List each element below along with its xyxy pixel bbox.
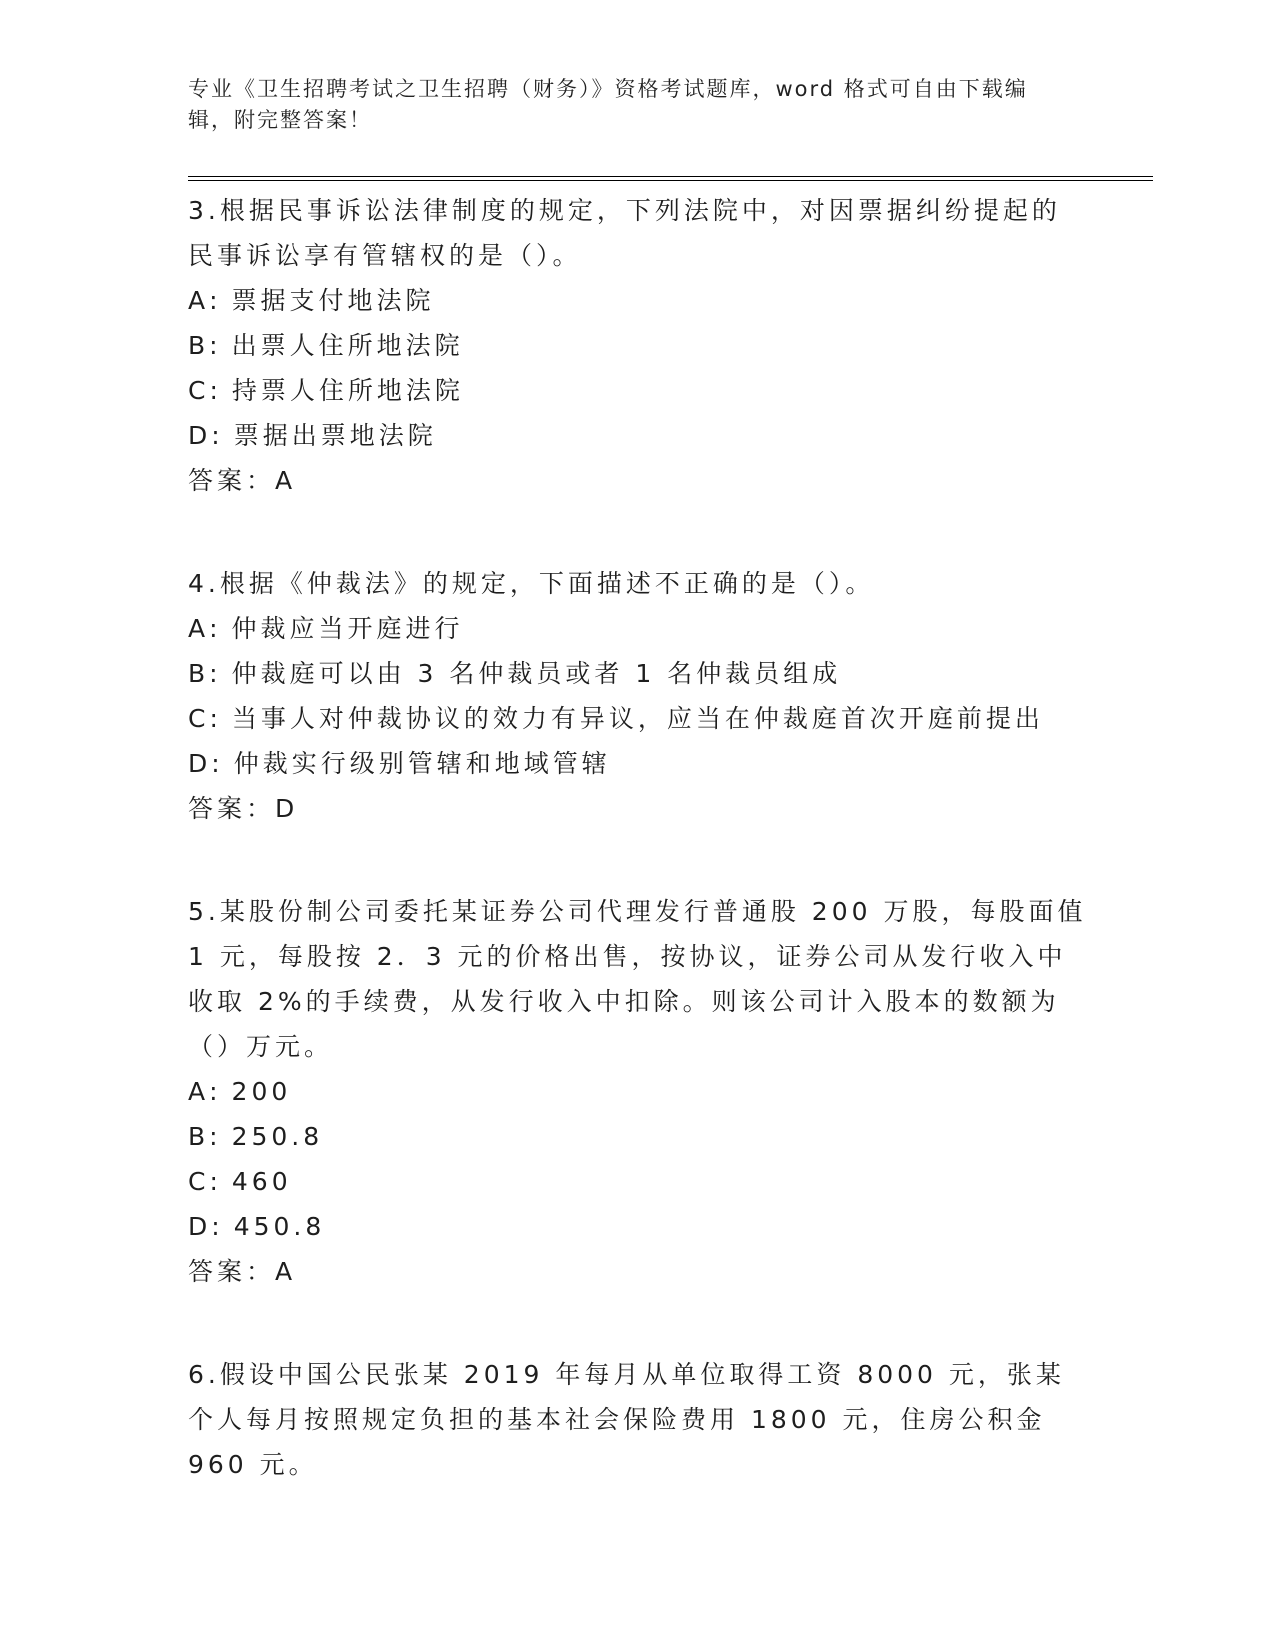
- option-letter: C: [188, 376, 210, 405]
- option-letter: B: [188, 331, 210, 360]
- option-letter: C: [188, 704, 210, 733]
- option-letter: D: [188, 421, 212, 450]
- header-divider-top: [188, 176, 1153, 177]
- option-c: C: 当事人对仲裁协议的效力有异议，应当在仲裁庭首次开庭前提出: [188, 696, 1088, 741]
- question-text: 4.根据《仲裁法》的规定，下面描述不正确的是（）。: [188, 569, 875, 598]
- answer-label: 答案：: [188, 794, 276, 823]
- document-header: 专业《卫生招聘考试之卫生招聘（财务）》资格考试题库，word 格式可自由下载编辑，附完整答案！: [188, 77, 1028, 132]
- option-letter: D: [188, 1212, 212, 1241]
- option-a: A: 票据支付地法院: [188, 278, 1088, 323]
- option-text: 出票人住所地法院: [231, 331, 464, 360]
- option-letter: A: [188, 1077, 210, 1106]
- option-d: D: 仲裁实行级别管辖和地域管辖: [188, 741, 1088, 786]
- question-text: 3.根据民事诉讼法律制度的规定，下列法院中，对因票据纠纷提起的民事诉讼享有管辖权的是（）。: [188, 196, 1061, 270]
- option-text: 仲裁实行级别管辖和地域管辖: [233, 749, 611, 778]
- option-letter: C: [188, 1167, 210, 1196]
- option-d: D: 450.8: [188, 1204, 1088, 1249]
- question-item: [188, 889, 1088, 1294]
- answer-label: 答案：: [188, 1257, 276, 1286]
- option-letter: B: [188, 1122, 210, 1151]
- answer-line: [188, 786, 1088, 831]
- answer-value: A: [275, 1257, 295, 1286]
- option-b: B: 250.8: [188, 1114, 1088, 1159]
- question-text: 5.某股份制公司委托某证券公司代理发行普通股 200 万股，每股面值 1 元，每股按 2．3 元的价格出售，按协议，证券公司从发行收入中收取 2%的手续费，从发行收入中扣除。则该公司计入股本的数额为（）万元。: [188, 897, 1087, 1061]
- option-letter: A: [188, 286, 210, 315]
- option-b: B: 仲裁庭可以由 3 名仲裁员或者 1 名仲裁员组成: [188, 651, 1088, 696]
- option-letter: A: [188, 614, 210, 643]
- option-text: 当事人对仲裁协议的效力有异议，应当在仲裁庭首次开庭前提出: [231, 704, 1044, 733]
- option-text: 250.8: [231, 1122, 324, 1151]
- option-text: 票据出票地法院: [233, 421, 437, 450]
- option-letter: D: [188, 749, 212, 778]
- option-text: 200: [231, 1077, 292, 1106]
- option-d: D: 票据出票地法院: [188, 413, 1088, 458]
- option-text: 仲裁应当开庭进行: [231, 614, 464, 643]
- question-item: [188, 561, 1088, 831]
- option-a: A: 仲裁应当开庭进行: [188, 606, 1088, 651]
- question-item: [188, 188, 1088, 503]
- answer-line: [188, 1249, 1088, 1294]
- option-text: 仲裁庭可以由 3 名仲裁员或者 1 名仲裁员组成: [231, 659, 842, 688]
- question-item: [188, 1352, 1088, 1487]
- option-text: 持票人住所地法院: [231, 376, 464, 405]
- option-b: B: 出票人住所地法院: [188, 323, 1088, 368]
- option-text: 460: [231, 1167, 292, 1196]
- answer-label: 答案：: [188, 466, 276, 495]
- option-a: A: 200: [188, 1069, 1088, 1114]
- answer-value: A: [275, 466, 295, 495]
- question-list: [188, 188, 1088, 1545]
- question-text: 6.假设中国公民张某 2019 年每月从单位取得工资 8000 元，张某个人每月按照规定负担的基本社会保险费用 1800 元，住房公积金 960 元。: [188, 1360, 1065, 1479]
- option-text: 450.8: [233, 1212, 326, 1241]
- option-c: C: 持票人住所地法院: [188, 368, 1088, 413]
- answer-line: [188, 458, 1088, 503]
- header-divider-bottom: [188, 180, 1153, 181]
- option-letter: B: [188, 659, 210, 688]
- option-c: C: 460: [188, 1159, 1088, 1204]
- answer-value: D: [275, 794, 297, 823]
- option-text: 票据支付地法院: [231, 286, 435, 315]
